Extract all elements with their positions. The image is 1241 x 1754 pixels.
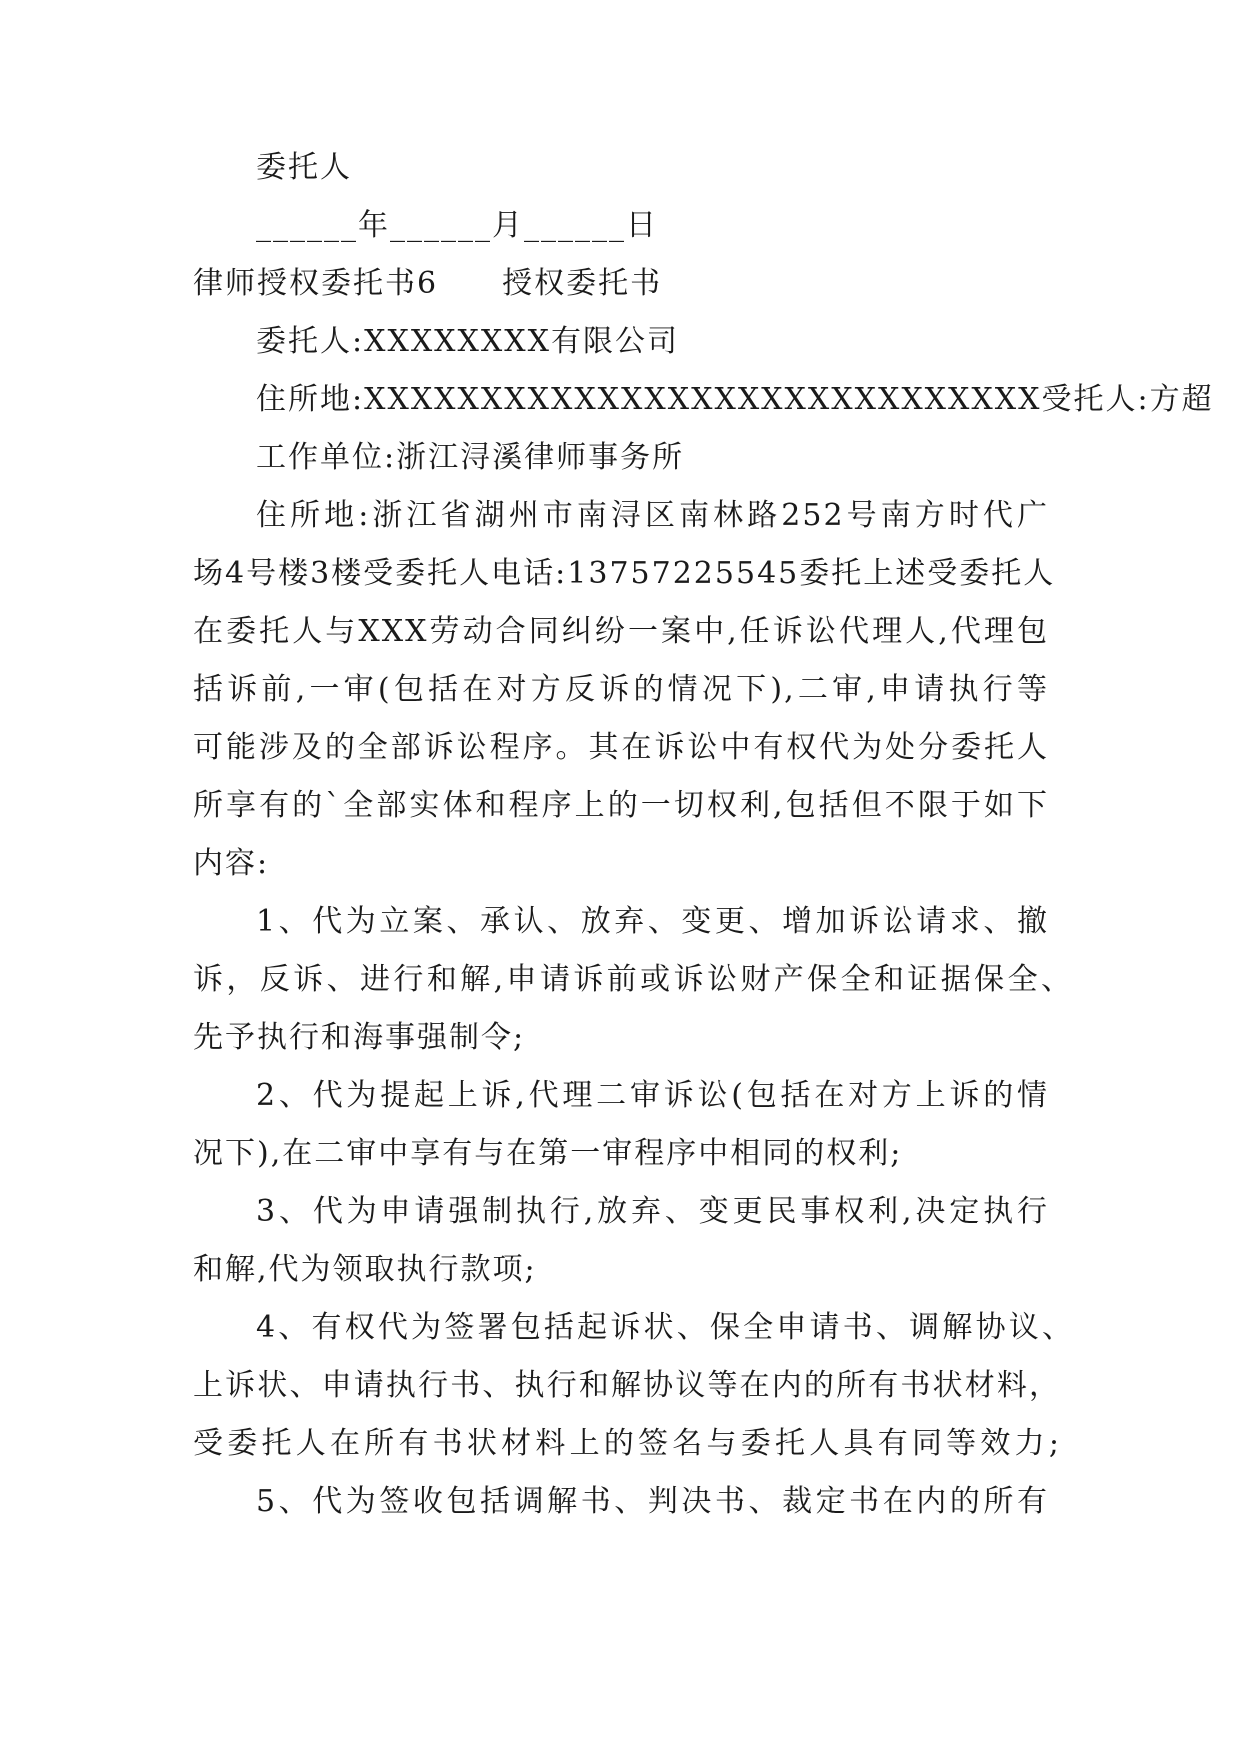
text-line: 可能涉及的全部诉讼程序。其在诉讼中有权代为处分委托人 — [193, 730, 1049, 765]
text-line: 工作单位:浙江浔溪律师事务所 — [256, 440, 685, 475]
text-line: 括诉前,一审(包括在对方反诉的情况下),二审,申请执行等 — [193, 672, 1049, 707]
date-line: ______年______月______日 — [256, 208, 658, 243]
text-line: 先予执行和海事强制令; — [193, 1020, 526, 1055]
text-line: 委托人:XXXXXXXX有限公司 — [256, 324, 679, 359]
text-line: 所享有的`全部实体和程序上的一切权利,包括但不限于如下 — [193, 788, 1049, 823]
list-item: 1、代为立案、承认、放弃、变更、增加诉讼请求、撤 — [256, 904, 1049, 939]
document-title: 律师授权委托书6 授权委托书 — [193, 266, 663, 301]
list-item: 2、代为提起上诉,代理二审诉讼(包括在对方上诉的情 — [256, 1078, 1049, 1113]
text-line: 内容: — [193, 846, 270, 881]
list-item: 4、有权代为签署包括起诉状、保全申请书、调解协议、 — [256, 1310, 1074, 1345]
list-item: 5、代为签收包括调解书、判决书、裁定书在内的所有 — [256, 1484, 1049, 1519]
list-item: 3、代为申请强制执行,放弃、变更民事权利,决定执行 — [256, 1194, 1049, 1229]
text-line: 诉，反诉、进行和解,申请诉前或诉讼财产保全和证据保全、 — [193, 962, 1073, 997]
text-line: 委托人 — [256, 150, 352, 185]
text-line: 受委托人在所有书状材料上的签名与委托人具有同等效力; — [193, 1426, 1061, 1461]
text-line: 和解,代为领取执行款项; — [193, 1252, 537, 1287]
text-line: 上诉状、申请执行书、执行和解协议等在内的所有书状材料， — [193, 1368, 1061, 1403]
text-line: 况下),在二审中享有与在第一审程序中相同的权利; — [193, 1136, 903, 1171]
text-line: 住所地:XXXXXXXXXXXXXXXXXXXXXXXXXXXXX受托人:方超 — [256, 382, 1214, 417]
text-line: 在委托人与XXX劳动合同纠纷一案中,任诉讼代理人,代理包 — [193, 614, 1049, 649]
text-line: 场4号楼3楼受委托人电话:13757225545委托上述受委托人 — [193, 556, 1056, 591]
text-line: 住所地:浙江省湖州市南浔区南林路252号南方时代广 — [256, 498, 1049, 533]
